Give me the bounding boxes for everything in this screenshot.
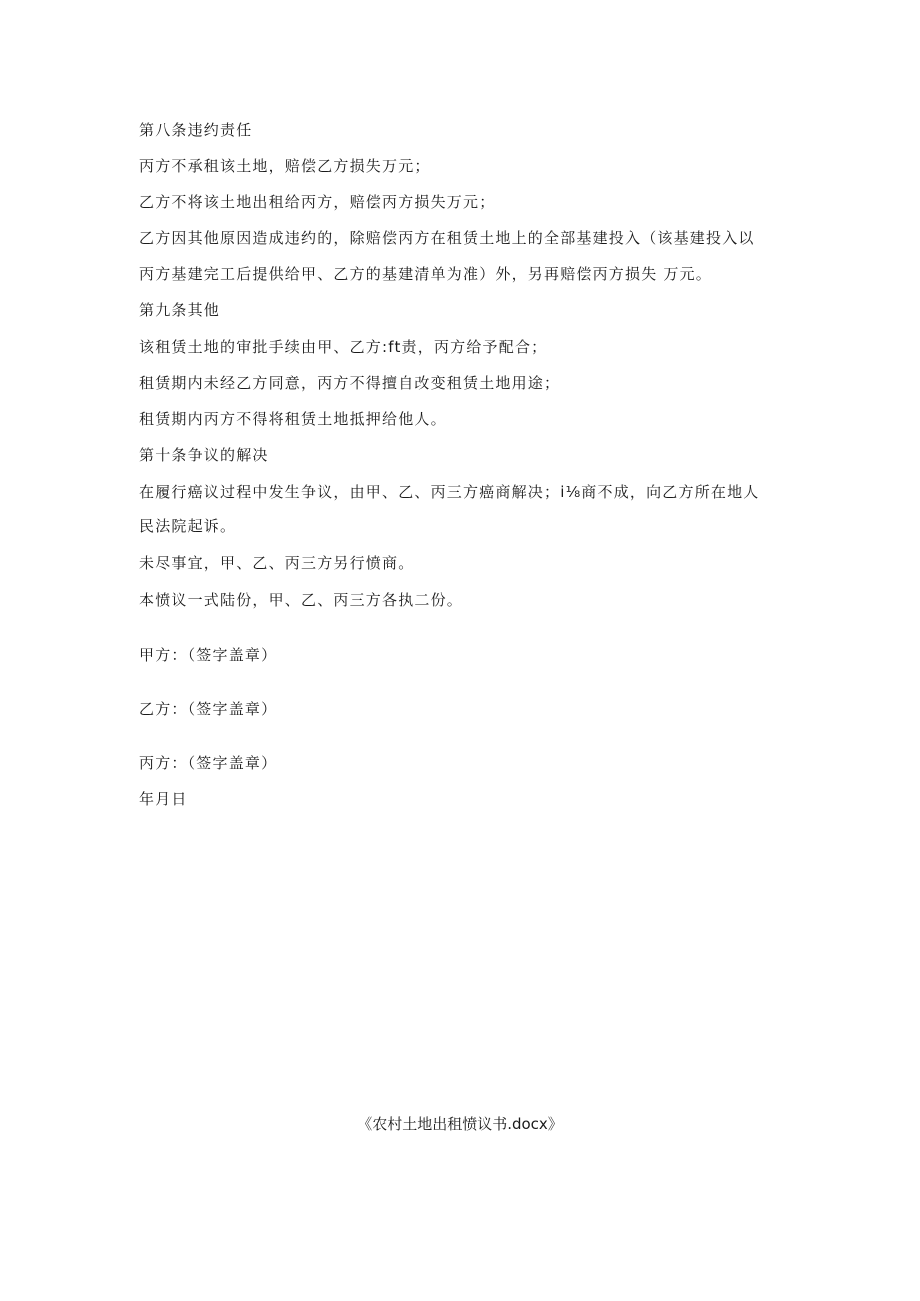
article-10-clause-1-line-2: 民法院起诉。 — [139, 517, 237, 535]
article-8-heading: 第八条违约责任 — [139, 121, 253, 139]
signature-party-b: 乙方：（签字盖章） — [139, 700, 278, 718]
article-9-clause-1: 该租赁土地的审批手续由甲、乙方:ft责，丙方给予配合； — [139, 338, 548, 356]
article-8-clause-2: 乙方不将该土地出租给丙方，赔偿丙方损失万元； — [139, 193, 496, 211]
article-8-clause-1: 丙方不承租该土地，赔偿乙方损失万元； — [139, 157, 431, 175]
article-10-clause-1-line-1: 在履行癌议过程中发生争议，由甲、乙、丙三方癌商解决；i⅛商不成，向乙方所在地人 — [139, 483, 760, 501]
document-footer-filename: 《农村土地出租愤议书.docx》 — [357, 1115, 563, 1133]
signature-party-c: 丙方：（签字盖章） — [139, 754, 278, 772]
article-9-clause-2: 租赁期内未经乙方同意，丙方不得擅自改变租赁土地用途； — [139, 374, 561, 392]
article-8-clause-3-line-2: 丙方基建完工后提供给甲、乙方的基建清单为准）外，另再赔偿丙方损失 万元。 — [139, 265, 712, 283]
article-9-clause-3: 租赁期内丙方不得将租赁土地抵押给他人。 — [139, 410, 447, 428]
article-9-heading: 第九条其他 — [139, 301, 221, 319]
article-8-clause-3-line-1: 乙方因其他原因造成违约的，除赔偿丙方在租赁土地上的全部基建投入（该基建投入以 — [139, 229, 755, 247]
article-10-clause-3: 本愤议一式陆份，甲、乙、丙三方各执二份。 — [139, 591, 464, 609]
article-10-heading: 第十条争议的解决 — [139, 446, 269, 464]
signature-date: 年月日 — [139, 790, 188, 808]
article-10-clause-2: 未尽事宜，甲、乙、丙三方另行愤商。 — [139, 554, 415, 572]
signature-party-a: 甲方：（签字盖章） — [139, 646, 278, 664]
